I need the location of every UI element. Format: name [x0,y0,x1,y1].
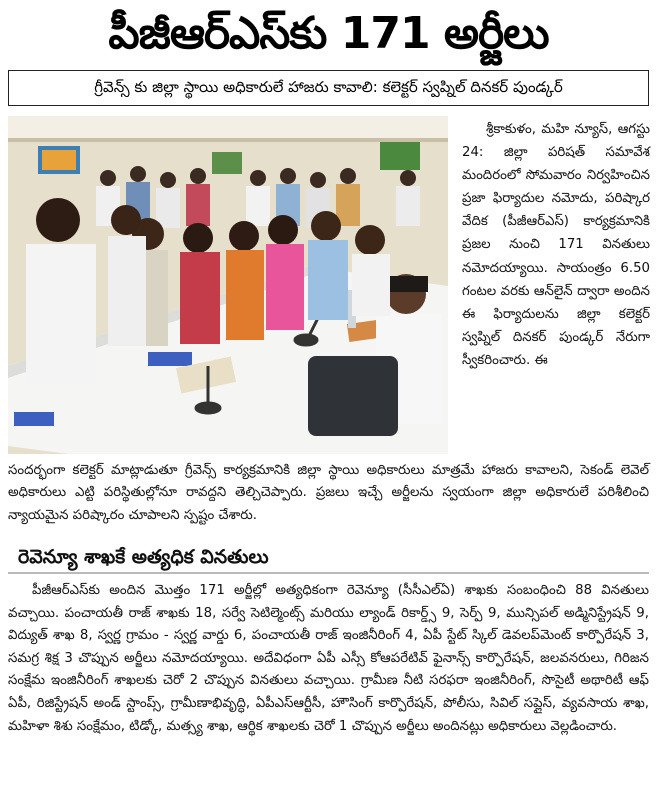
headline: పీజీఆర్ఎస్‌కు 171 అర్జీలు [108,8,549,59]
article-column-text [462,118,650,372]
article-continued-paragraph: సందర్భంగా కలెక్టర్ మాట్లాడుతూ గ్రీవెన్స్ కార్యక్రమానికి జిల్లా స్థాయి అధికారులు మాత్రమే హాజరు కావాలని, సెకండ్ లెవెల్ అధికారులు ఎట్టి పరిస్థితుల్లోనూ రావద్దని తెల్చిచెప్పారు. ప్రజలు ఇచ్చే అర్జీలను స్వయంగా జిల్లా అధికారులే పరిశీలించి న్యాయమైన పరిష్కారం చూపాలని స్పష్టం చేశారు. [8,463,649,523]
article-lead-paragraph: శ్రీకాకుళం, మహి న్యూస్, ఆగస్టు 24: జిల్లా పరిషత్ సమావేశ మందిరంలో సోమవారం నిర్వహించిన ప్రజా ఫిర్యాదుల నమోదు, పరిష్కార వేదిక (పీజీఆర్ఎస్) కార్యక్రమానికి ప్రజల నుంచి 171 వినతులు నమోదయ్యాయి. సాయంత్రం 6.50 గంటల వరకు ఆన్‌లైన్ ద్వారా అందిన ఈ ఫిర్యాదులను జిల్లా కలెక్టర్ స్వప్నిల్ దినకర్ పుండ్కర్ నేరుగా స్వీకరించారు. ఈ [462,122,650,368]
meeting-photo [8,116,448,454]
meeting-photo-icon [8,116,448,454]
section-body [8,580,649,738]
article-continued [8,460,649,527]
section-title: రెవెన్యూ శాఖకే అత్యధిక వినతులు [8,540,649,574]
section-paragraph: పీజీఆర్ఎస్‌కు అందిన మొత్తం 171 అర్జీల్లో అత్యధికంగా రెవెన్యూ (సీసీఎల్ఏ) శాఖకు సంబంధించి 88 వినతులు వచ్చాయి. పంచాయతీ రాజ్ శాఖకు 18, సర్వే సెటిల్మెంట్స్ మరియు ల్యాండ్ రికార్డ్స్ 9, సెర్ప్ 9, మున్సిపల్ అడ్మినిస్ట్రేషన్ 9, విద్యుత్ శాఖ 8, స్వర్ణ గ్రామం - స్వర్ణ వార్డు 6, పంచాయతీ రాజ్ ఇంజినీరింగ్ 4, ఏపీ స్టేట్ స్కిల్ డెవలప్‌మెంట్ కార్పొరేషన్ 3, సమగ్ర శిక్ష 3 చొప్పున అర్జీలు నమోదయ్యాయి. అదేవిధంగా ఏపీ ఎస్సీ కోఆపరేటివ్ ఫైనాన్స్ కార్పొరేషన్, జలవనరులు, గిరిజన సంక్షేమ ఇంజినీరింగ్ శాఖలకు చెరో 2 చొప్పున వినతులు వచ్చాయి. గ్రామీణ నీటి సరఫరా ఇంజినీరింగ్, సొసైటీ అథారిటీ ఆఫ్ ఏపీ, రిజిస్ట్రేషన్ అండ్ స్టాంప్స్, గ్రామీణాభివృద్ధి, ఏపీఎస్ఆర్టీసీ, హౌసింగ్ కార్పొరేషన్, పోలీసు, సివిల్ సప్లైస్, వ్యవసాయ శాఖ, మహిళా శిశు సంక్షేమం, టిడ్కో, మత్స్య శాఖ, ఆర్థిక శాఖలకు చెరో 1 చొప్పున అర్జీలు అందినట్లు అధికారులు వెల్లడించారు. [8,583,649,734]
subheadline-box: గ్రీవెన్స్ కు జిల్లా స్థాయి అధికారులే హాజరు కావాలి: కలెక్టర్ స్వప్నిల్ దినకర్ పుండ్కర్ [8,70,649,106]
